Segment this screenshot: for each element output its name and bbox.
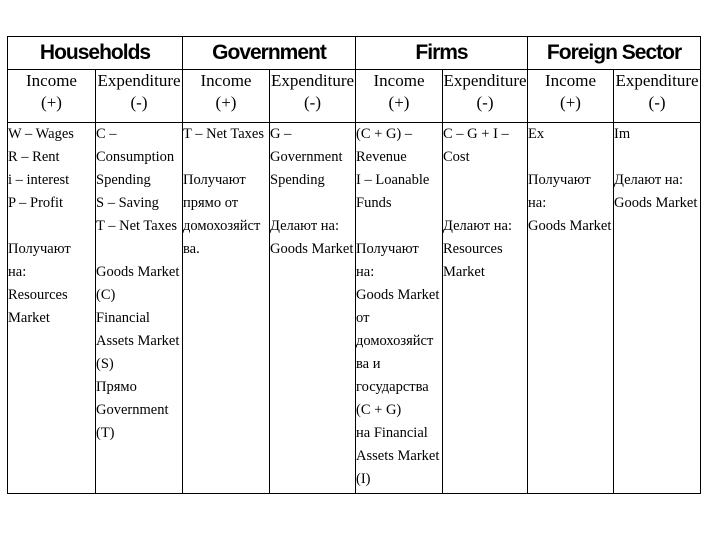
cell-line: на: bbox=[356, 264, 375, 280]
cell-line: R – Rent bbox=[8, 149, 60, 165]
cell-line: Government bbox=[270, 149, 343, 165]
column-sign: (-) bbox=[304, 93, 321, 112]
cell-line: домохозяйст bbox=[356, 333, 434, 349]
cell-line: i – interest bbox=[8, 172, 70, 188]
cell-line: T – Net Taxes bbox=[183, 126, 265, 142]
cell-spacer bbox=[8, 215, 95, 238]
cell-line: S – Saving bbox=[96, 195, 159, 211]
cell-line: ва. bbox=[183, 241, 200, 257]
flow-header-row bbox=[8, 70, 701, 123]
sectors-table bbox=[7, 36, 701, 494]
foreign-expenditure-header bbox=[614, 70, 701, 123]
column-sign: (+) bbox=[388, 93, 410, 112]
column-sign: (+) bbox=[41, 93, 62, 112]
cell-line: Funds bbox=[356, 195, 392, 211]
cell-line: Делают на: bbox=[270, 218, 340, 234]
cell-line: Goods Market bbox=[614, 195, 698, 211]
cell-spacer bbox=[356, 215, 442, 238]
households-income-header bbox=[8, 70, 96, 123]
cell-line: домохозяйст bbox=[183, 218, 261, 234]
cell-line: G – bbox=[270, 126, 292, 142]
cell-line: Market bbox=[443, 264, 485, 280]
cell-line: Cost bbox=[443, 149, 470, 165]
cell-line: Получают bbox=[356, 241, 419, 257]
cell-line: на: bbox=[8, 264, 27, 280]
firms-expenditure-header bbox=[443, 70, 528, 123]
cell-spacer bbox=[96, 238, 182, 261]
cell-line: Прямо bbox=[96, 379, 137, 395]
column-sign: (-) bbox=[130, 93, 148, 112]
cell-line: (I) bbox=[356, 471, 371, 487]
foreign-income-cell bbox=[528, 123, 614, 494]
cell-spacer bbox=[443, 169, 527, 192]
cell-line: государства bbox=[356, 379, 429, 395]
sector-header-row bbox=[8, 37, 701, 70]
column-label: Expenditure bbox=[270, 71, 355, 90]
cell-line: W – Wages bbox=[8, 126, 74, 142]
cell-line: Government bbox=[96, 402, 169, 418]
firms-income-header bbox=[356, 70, 443, 123]
cell-line: ва и bbox=[356, 356, 381, 372]
cell-line: Goods Market bbox=[96, 264, 180, 280]
cell-line: Consumption bbox=[96, 149, 175, 165]
cell-line: на Financial bbox=[356, 425, 428, 441]
firms-income-cell bbox=[356, 123, 443, 494]
cell-line: Im bbox=[614, 126, 631, 142]
cell-line: Ex bbox=[528, 126, 545, 142]
column-label: Income bbox=[373, 71, 425, 90]
government-expenditure-cell bbox=[270, 123, 356, 494]
cell-line: Assets Market bbox=[356, 448, 440, 464]
column-label: Expenditure bbox=[97, 71, 181, 90]
government-expenditure-header bbox=[270, 70, 356, 123]
column-label: Expenditure bbox=[615, 71, 699, 90]
column-label: Expenditure bbox=[443, 71, 527, 90]
foreign-sector-header: Foreign Sector bbox=[528, 37, 701, 70]
cell-line: Spending bbox=[270, 172, 325, 188]
column-sign: (-) bbox=[476, 93, 494, 112]
cell-line: Получают bbox=[183, 172, 246, 188]
cell-line: (C + G) bbox=[356, 402, 402, 418]
households-expenditure-cell bbox=[96, 123, 183, 494]
households-income-cell bbox=[8, 123, 96, 494]
cell-line: Revenue bbox=[356, 149, 407, 165]
cell-line: Делают на: bbox=[614, 172, 684, 188]
government-income-cell bbox=[183, 123, 270, 494]
cell-line: Goods Market bbox=[270, 241, 354, 257]
cell-line: Resources bbox=[8, 287, 68, 303]
cell-line: Spending bbox=[96, 172, 151, 188]
foreign-income-header bbox=[528, 70, 614, 123]
households-expenditure-header bbox=[96, 70, 183, 123]
column-sign: (+) bbox=[560, 93, 581, 112]
firms-expenditure-cell bbox=[443, 123, 528, 494]
cell-spacer bbox=[443, 192, 527, 215]
cell-spacer bbox=[270, 192, 355, 215]
cell-line: T – Net Taxes bbox=[96, 218, 178, 234]
cell-spacer bbox=[528, 146, 613, 169]
cell-line: Goods Market bbox=[528, 218, 612, 234]
cell-line: Resources bbox=[443, 241, 503, 257]
cell-line: C – G + I – bbox=[443, 126, 509, 142]
column-label: Income bbox=[200, 71, 252, 90]
households-header: Households bbox=[8, 37, 183, 70]
cell-line: прямо от bbox=[183, 195, 239, 211]
firms-header: Firms bbox=[356, 37, 528, 70]
cell-line: Получают bbox=[8, 241, 71, 257]
cell-line: (T) bbox=[96, 425, 115, 441]
cell-spacer bbox=[614, 146, 700, 169]
cell-line: P – Profit bbox=[8, 195, 64, 211]
cell-line: (C) bbox=[96, 287, 116, 303]
government-income-header bbox=[183, 70, 270, 123]
cell-line: от bbox=[356, 310, 370, 326]
cell-line: I – Loanable bbox=[356, 172, 430, 188]
cell-line: (C + G) – bbox=[356, 126, 413, 142]
cell-line: Goods Market bbox=[356, 287, 440, 303]
cell-line: Market bbox=[8, 310, 50, 326]
content-row bbox=[8, 123, 701, 494]
cell-line: Assets Market bbox=[96, 333, 180, 349]
cell-line: C – bbox=[96, 126, 117, 142]
column-label: Income bbox=[26, 71, 77, 90]
column-sign: (-) bbox=[648, 93, 666, 112]
cell-line: Financial bbox=[96, 310, 150, 326]
column-label: Income bbox=[545, 71, 596, 90]
cell-line: Получают bbox=[528, 172, 591, 188]
cell-spacer bbox=[183, 146, 269, 169]
column-sign: (+) bbox=[215, 93, 237, 112]
government-header: Government bbox=[183, 37, 356, 70]
cell-line: (S) bbox=[96, 356, 114, 372]
foreign-expenditure-cell bbox=[614, 123, 701, 494]
cell-line: на: bbox=[528, 195, 547, 211]
cell-line: Делают на: bbox=[443, 218, 513, 234]
